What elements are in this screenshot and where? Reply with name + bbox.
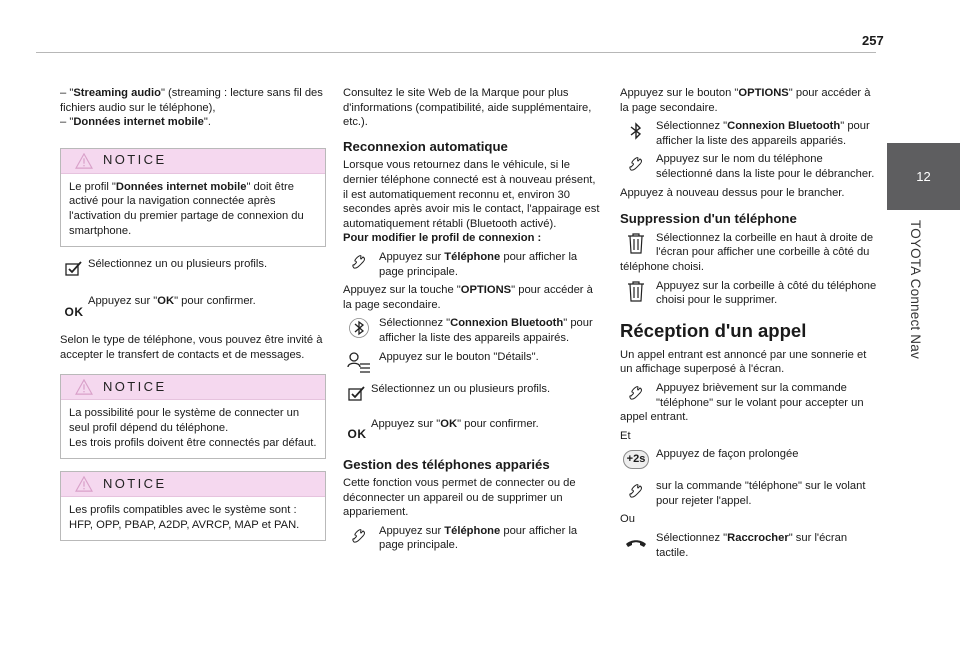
ok-icon: OK <box>347 427 367 442</box>
column-1 <box>60 86 326 541</box>
notice-box <box>60 374 326 459</box>
instruction-step: OK Appuyez sur "OK" pour confirmer. <box>64 295 256 319</box>
subheading: Pour modifier le profil de connexion : <box>343 232 542 245</box>
page-number: 257 <box>862 33 884 48</box>
paragraph: Consultez le site Web de la Marque pour plus d'informations (compatibilité, aide supplémentaire, etc.). <box>343 87 592 129</box>
instruction-step: Appuyez sur Téléphone pour afficher la page principale. <box>343 524 601 553</box>
instruction-step: Sélectionnez "Connexion Bluetooth" pour afficher la liste des appareils appariés. <box>620 119 878 148</box>
phone-icon <box>628 156 644 172</box>
trash-icon <box>627 280 645 302</box>
instruction-step: Appuyez sur la corbeille à côté du téléphone choisi pour le supprimer. <box>620 279 878 308</box>
long-press-icon: +2s <box>623 450 650 469</box>
details-icon <box>347 351 371 373</box>
paragraph: Appuyez sur la touche "OPTIONS" pour accéder à la page secondaire. <box>343 284 593 311</box>
header-rule <box>36 52 876 53</box>
hang-up-icon <box>625 537 647 549</box>
notice-header <box>61 375 325 400</box>
notice-text: Les profils compatibles avec le système sont : HFP, OPP, PBAP, A2DP, AVRCP, MAP et PAN. <box>69 504 300 531</box>
notice-title: NOTICE <box>103 152 167 168</box>
paragraph: Appuyez sur le bouton "OPTIONS" pour accéder à la page secondaire. <box>620 87 871 114</box>
paragraph: Lorsque vous retournez dans le véhicule, si le dernier téléphone connecté est à nouveau présent, il est automatiquement reconnu et, environ 30 secondes après avoir mis le contact, l'appairage est automatiquement rétabli (Bluetooth activé). <box>343 159 600 230</box>
chapter-tab[interactable]: 12 <box>887 143 960 210</box>
paragraph: Selon le type de téléphone, vous pouvez être invité à accepter le transfert de contacts et de messages. <box>60 334 323 361</box>
notice-title: NOTICE <box>103 379 167 395</box>
instruction-step: Sélectionnez un ou plusieurs profils. <box>60 257 326 280</box>
instruction-step: Sélectionnez "Raccrocher" sur l'écran tactile. <box>620 531 878 560</box>
instruction-step: Appuyez brièvement sur la commande "téléphone" sur le volant pour accepter un appel entrant. <box>620 381 864 424</box>
section-heading: Reconnexion automatique <box>343 138 508 154</box>
notice-text: Le profil "Données internet mobile" doit être activé pour la navigation connectée après l'activation du premier partage de connexion du smartphone. <box>69 180 304 237</box>
bluetooth-icon <box>348 317 370 339</box>
notice-text: La possibilité pour le système de connecter un seul profil dépend du téléphone. Les trois profils doivent être connectés par défaut. <box>69 407 317 449</box>
instruction-step: Sélectionnez la corbeille en haut à droite de l'écran pour afficher une corbeille à côté du téléphone choisi. <box>620 231 874 273</box>
paragraph: Et <box>620 429 631 442</box>
instruction-step: OK Appuyez sur "OK" pour confirmer. <box>347 417 539 442</box>
notice-header <box>61 149 325 174</box>
phone-icon <box>628 385 644 401</box>
notice-title: NOTICE <box>103 475 167 491</box>
ok-icon: OK <box>64 304 84 319</box>
column-3 <box>620 86 878 564</box>
paragraph: Cette fonction vous permet de connecter ou de déconnecter un appareil ou de supprimer un appariement. <box>343 477 576 519</box>
phone-icon <box>628 483 644 499</box>
warning-icon <box>75 476 93 492</box>
chapter-title: TOYOTA Connect Nav <box>908 220 923 359</box>
instruction-step: Appuyez sur le nom du téléphone sélectionné dans la liste pour le débrancher. <box>620 152 878 181</box>
checklist-icon <box>65 261 83 277</box>
warning-icon <box>75 153 93 169</box>
notice-box <box>60 148 326 247</box>
section-heading: Suppression d'un téléphone <box>620 211 797 227</box>
paragraph: Appuyez à nouveau dessus pour le brancher. <box>620 186 845 199</box>
instruction-step: Appuyez sur le bouton "Détails". <box>343 350 601 374</box>
paragraph: Ou <box>620 513 635 526</box>
list-item: – "Streaming audio" (streaming : lecture sans fil des fichiers audio sur le téléphone), <box>60 87 323 114</box>
list-item: – "Données internet mobile". <box>60 116 211 129</box>
paragraph: Un appel entrant est annoncé par une sonnerie et un affichage superposé à l'écran. <box>620 348 867 376</box>
notice-header <box>61 472 325 497</box>
column-2 <box>343 86 601 557</box>
notice-box <box>60 471 326 541</box>
phone-icon <box>351 254 367 270</box>
warning-icon <box>75 379 93 395</box>
instruction-step: Sélectionnez un ou plusieurs profils. <box>343 382 601 405</box>
checklist-icon <box>348 386 366 402</box>
trash-icon <box>627 232 645 254</box>
section-heading: Gestion des téléphones appariés <box>343 456 550 472</box>
instruction-step: +2s Appuyez de façon prolongée <box>620 447 878 471</box>
section-title: Réception d'un appel <box>620 319 807 341</box>
phone-icon <box>351 528 367 544</box>
instruction-step: Sélectionnez "Connexion Bluetooth" pour afficher la liste des appareils appairés. <box>343 316 601 345</box>
instruction-step: Appuyez sur Téléphone pour afficher la page principale. <box>343 250 601 279</box>
instruction-step: sur la commande "téléphone" sur le volant pour rejeter l'appel. <box>620 479 878 508</box>
bluetooth-icon <box>628 120 644 142</box>
